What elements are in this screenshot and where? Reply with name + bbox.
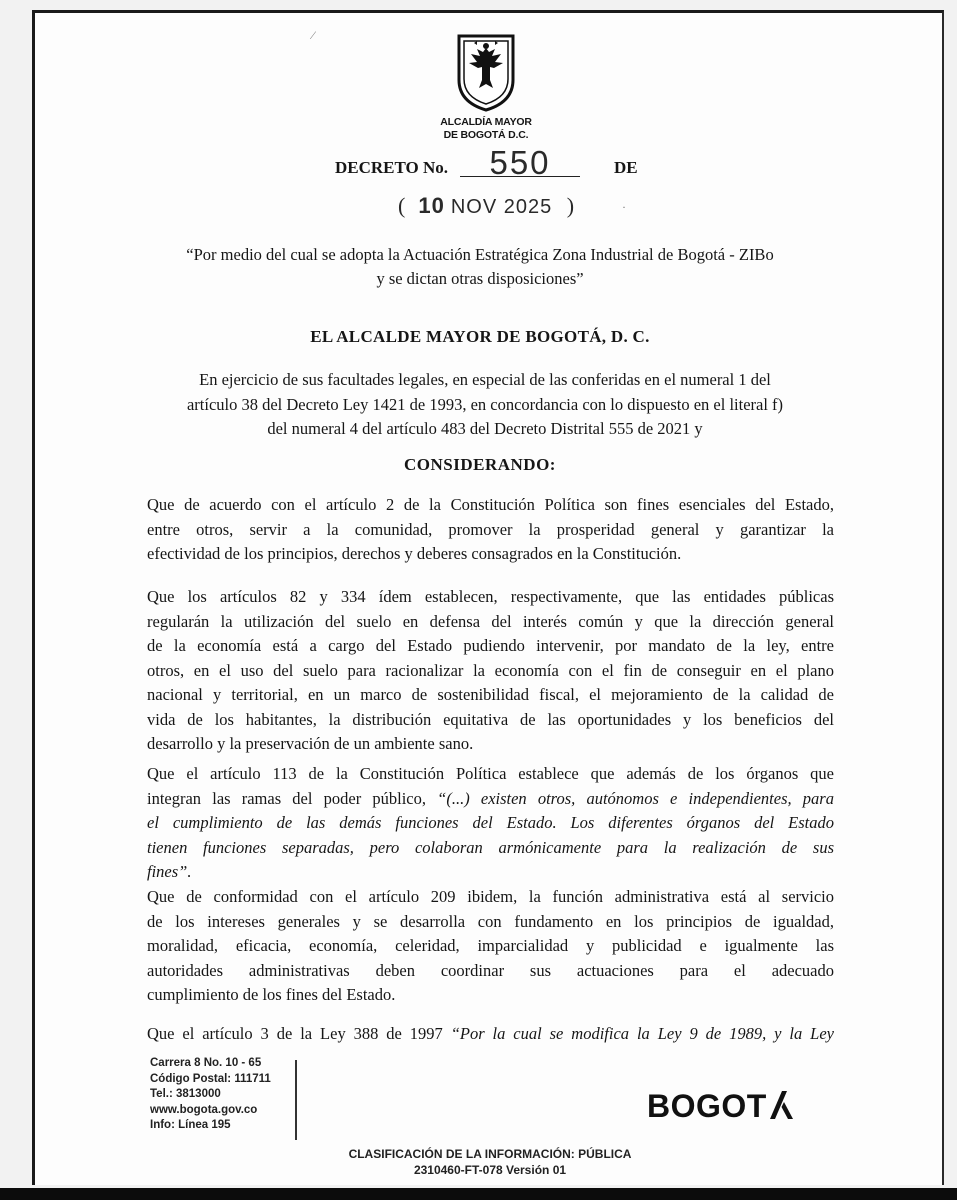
decreto-label: DECRETO No. (335, 158, 449, 177)
paragraph-line (147, 836, 834, 861)
date-day: 10 (418, 193, 445, 218)
decreto-number: 550 (460, 148, 580, 177)
form-code: 2310460-FT-078 Versión 01 (413, 1163, 567, 1177)
paragraph-line: moralidad, eficacia, economía, celeridad, imparcialidad y publicidad e igualmente las (147, 936, 834, 955)
quoted-text: “(...) existen otros, autónomos e independientes, para (437, 788, 834, 808)
clasificacion-label: CLASIFICACIÓN DE LA INFORMACIÓN: PÚBLICA (348, 1147, 632, 1161)
paragraph-line (147, 787, 834, 812)
quoted-text: “Por la cual se modifica la Ley 9 de 1989, y la Ley (450, 1024, 834, 1043)
date-close-paren: ) (566, 193, 576, 218)
paragraph-line: de los intereses generales y se desarrolla con fundamento en los principios de igualdad, (147, 911, 834, 931)
decreto-title (130, 243, 830, 291)
footer-divider (295, 1060, 297, 1140)
considerando-paragraph-3 (147, 762, 834, 885)
paragraph-line: autoridades administrativas deben coordinar sus actuaciones para el adecuado (147, 960, 834, 980)
scan-speck: ⁄ (312, 28, 315, 42)
title-line: “Por medio del cual se adopta la Actuación Estratégica Zona Industrial de Bogotá - ZIBo (186, 245, 774, 264)
paragraph-text: Que el artículo 3 de la Ley 388 de 1997 (147, 1024, 451, 1043)
bogota-coat-of-arms-icon (455, 32, 517, 112)
preamble-line: artículo 38 del Decreto Ley 1421 de 1993, en concordancia con lo dispuesto en el literal f) (186, 394, 784, 414)
paragraph-line (147, 1022, 834, 1047)
scan-speck: · (622, 200, 626, 214)
preamble (140, 368, 830, 442)
paragraph-line: nacional y territorial, en un marco de sostenibilidad fiscal, el mejoramiento de la calidad de (147, 685, 834, 704)
considerando-paragraph-4 (147, 885, 834, 1008)
preamble-line: En ejercicio de sus facultades legales, en especial de las conferidas en el numeral 1 del (199, 370, 771, 389)
paragraph-line: Que de conformidad con el artículo 209 ibidem, la función administrativa está al servicio (147, 887, 834, 906)
entity-name (420, 116, 552, 142)
paragraph-line: entre otros, servir a la comunidad, promover la prosperidad general y garantizar la (147, 519, 834, 539)
paragraph-line: de la economía está a cargo del Estado pudiendo intervenir, por mandato de la ley, entre (147, 636, 834, 655)
quoted-text: el cumplimiento de las demás funciones del Estado. Los diferentes órganos del Estado (147, 813, 834, 832)
date-open-paren: ( (398, 193, 407, 218)
paragraph-line: regularán la utilización del suelo en defensa del interés común y que la dirección general (147, 611, 834, 631)
address-line: Carrera 8 No. 10 - 65 (150, 1057, 262, 1069)
phone: Tel.: 3813000 (150, 1088, 221, 1100)
bogota-logo (647, 1088, 794, 1125)
decreto-number-line (335, 144, 655, 182)
postal-code: Código Postal: 111711 (150, 1072, 271, 1085)
alcalde-heading: EL ALCALDE MAYOR DE BOGOTÁ, D. C. (310, 327, 650, 346)
logo-text: BOGOT (647, 1088, 767, 1124)
paragraph-line: Que de acuerdo con el artículo 2 de la Constitución Política son fines esenciales del Estado, (147, 495, 834, 514)
clasificacion (250, 1146, 730, 1178)
considerando-paragraph-5 (147, 1022, 834, 1047)
screen-bottom-edge (0, 1188, 957, 1200)
paragraph-line (147, 860, 834, 885)
paragraph-line: vida de los habitantes, la distribución equitativa de las oportunidades y los beneficios del (147, 709, 834, 729)
quoted-text: fines”. (147, 862, 192, 881)
paragraph-line: Que el artículo 113 de la Constitución Política establece que además de los órganos que (147, 764, 834, 783)
preamble-line: del numeral 4 del artículo 483 del Decreto Distrital 555 de 2021 y (267, 419, 703, 438)
de-label: DE (614, 158, 638, 177)
decreto-date (398, 193, 598, 219)
considerando-paragraph-2 (147, 585, 834, 757)
quoted-text: tienen funciones separadas, pero colaboran armónicamente para la realización de sus (147, 837, 834, 857)
paragraph-line: Que los artículos 82 y 334 ídem establecen, respectivamente, que las entidades públicas (147, 587, 834, 606)
title-line: y se dictan otras disposiciones” (376, 269, 584, 288)
paragraph-line: desarrollo y la preservación de un ambiente sano. (147, 734, 474, 753)
logo-slash-a-icon (768, 1090, 794, 1120)
paragraph-line (147, 811, 834, 836)
info-line: Info: Línea 195 (150, 1119, 231, 1131)
date-month-year: NOV 2025 (450, 196, 553, 218)
considerando-heading: CONSIDERANDO: (404, 455, 556, 474)
entity-line-1: ALCALDÍA MAYOR (440, 116, 532, 128)
paragraph-line: efectividad de los principios, derechos y deberes consagrados en la Constitución. (147, 544, 682, 563)
paragraph-line: cumplimiento de los fines del Estado. (147, 985, 396, 1004)
considerando-paragraph-1 (147, 493, 834, 567)
paragraph-line: otros, en el uso del suelo para racionalizar la economía con el fin de conseguir en el plano (147, 660, 834, 680)
website: www.bogota.gov.co (150, 1103, 258, 1116)
footer-address (150, 1056, 271, 1134)
paragraph-text: integran las ramas del poder público, (147, 788, 438, 808)
entity-line-2: DE BOGOTÁ D.C. (443, 129, 529, 141)
